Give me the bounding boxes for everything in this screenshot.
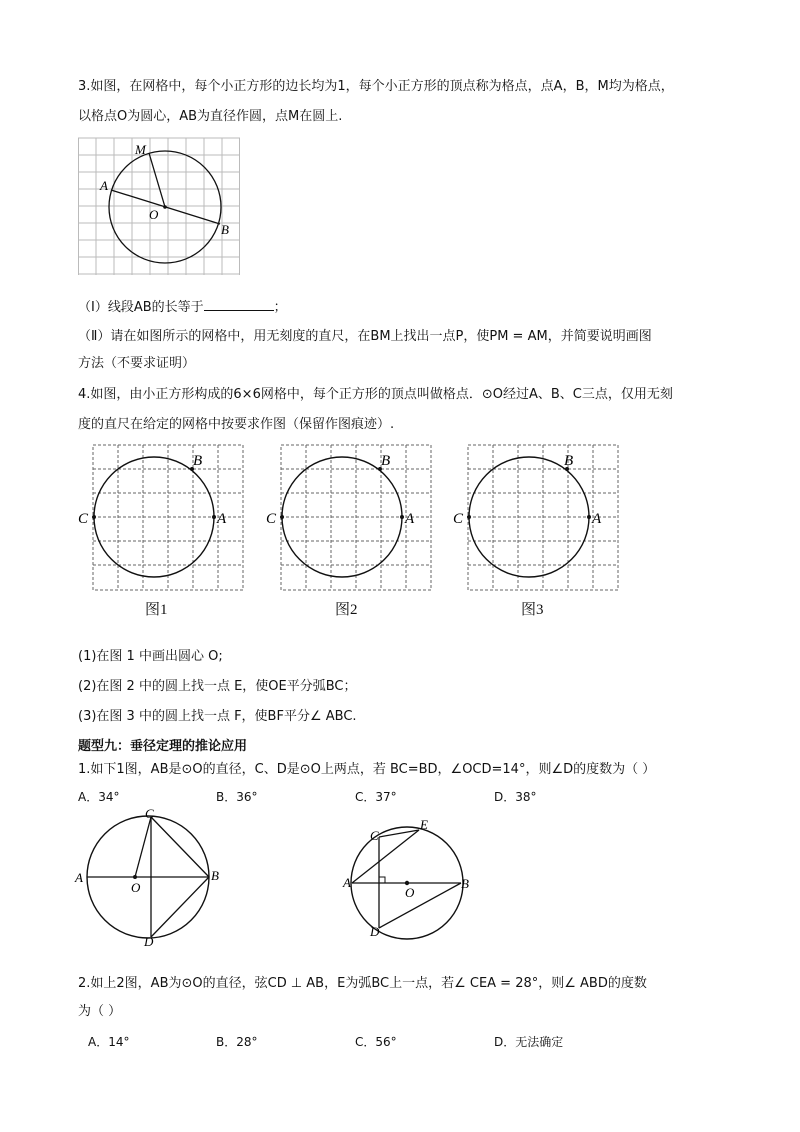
q3-radius-om: [149, 153, 165, 207]
p1-option-b[interactable]: B．36°: [216, 790, 258, 804]
p2-option-a[interactable]: A．14°: [88, 1035, 130, 1049]
q4-line2: 度的直尺在给定的网格中按要求作图（保留作图痕迹）.: [78, 417, 395, 432]
q3-label-a: A: [100, 178, 108, 193]
p1-fig1-label-a: A: [75, 870, 83, 885]
q3-part2-line1: （Ⅱ）请在如图所示的网格中，用无刻度的直尺，在BM上找出一点P，使PM = AM，并简要说明画图: [78, 329, 652, 344]
q3-line1: 3.如图，在网格中，每个小正方形的边长均为1，每个小正方形的顶点称为格点，点A，B，M均为格点，: [78, 79, 674, 94]
p1-fig2-label-d: D: [370, 924, 380, 939]
q4-fig2-label-b: B: [381, 453, 391, 469]
q3-part1-text: （Ⅰ）线段AB的长等于: [78, 300, 204, 315]
p1-fig1-label-b: B: [211, 868, 219, 883]
q4-sub2: (2)在图 2 中的圆上找一点 E，使OE平分弧BC；: [78, 679, 357, 694]
section-title: 题型九：垂径定理的推论应用: [78, 739, 248, 754]
q4-caption-1: 图1: [145, 602, 168, 618]
q4-fig1-label-c: C: [78, 511, 89, 527]
p1-fig2-label-b: B: [461, 876, 469, 891]
p1-option-c[interactable]: C．37°: [355, 790, 397, 804]
p1-fig2-label-c: C: [370, 828, 379, 843]
p2-option-b[interactable]: B．28°: [216, 1035, 258, 1049]
p1-fig1-label-c: C: [145, 806, 154, 821]
q3-part1: [78, 298, 287, 317]
p2-line1: 2.如上2图，AB为⊙O的直径，弦CD ⊥ AB，E为弧BC上一点，若∠ CEA = 28°，则∠ ABD的度数: [78, 976, 647, 991]
p2-option-c[interactable]: C．56°: [355, 1035, 397, 1049]
p1-fig2-label-e: E: [420, 817, 428, 832]
p1-figure-2: [343, 818, 478, 943]
q4-figure-3: [450, 444, 625, 592]
q3-center-dot: [163, 205, 167, 209]
p1-fig2-label-a: A: [343, 875, 351, 890]
q3-label-m: M: [135, 142, 146, 157]
q3-grid: [78, 138, 240, 275]
q4-fig3-label-a: A: [592, 511, 602, 527]
p1-fig1-label-d: D: [144, 934, 154, 949]
q3-line2: 以格点O为圆心，AB为直径作圆，点M在圆上.: [78, 109, 343, 124]
q4-figure-1: [75, 444, 250, 592]
q3-answer-blank[interactable]: [204, 298, 274, 311]
q4-sub1: (1)在图 1 中画出圆心 O;: [78, 649, 223, 664]
q3-label-o: O: [149, 207, 159, 222]
p1-fig1-label-o: O: [131, 880, 141, 895]
q3-part2-line2: 方法（不要求证明）: [78, 356, 196, 371]
p1-question: 1.如下1图，AB是⊙O的直径，C、D是⊙O上两点，若 BC=BD，∠OCD=14°，则∠D的度数为（ ）: [78, 762, 656, 777]
p2-line2: 为（ ）: [78, 1004, 122, 1019]
p1-option-d[interactable]: D．38°: [494, 790, 537, 804]
q4-fig1-label-b: B: [193, 453, 203, 469]
q4-line1: 4.如图，由小正方形构成的6×6网格中，每个正方形的顶点叫做格点．⊙O经过A、B、C三点，仅用无刻: [78, 387, 673, 402]
p1-fig2-label-o: O: [405, 885, 415, 900]
q4-caption-2: 图2: [335, 602, 358, 618]
q4-fig3-label-b: B: [564, 453, 574, 469]
q4-fig3-label-c: C: [453, 511, 464, 527]
q4-figure-2: [263, 444, 438, 592]
q4-sub3: (3)在图 3 中的圆上找一点 F，使BF平分∠ ABC.: [78, 709, 357, 724]
q4-caption-3: 图3: [521, 602, 544, 618]
q3-part1-end: ；: [273, 300, 287, 315]
q4-fig1-label-a: A: [217, 511, 227, 527]
q4-fig2-label-c: C: [266, 511, 277, 527]
q3-grid-figure: [78, 138, 240, 275]
p1-option-a[interactable]: A．34°: [78, 790, 120, 804]
p2-option-d[interactable]: D．无法确定: [494, 1035, 564, 1049]
q4-fig2-label-a: A: [405, 511, 415, 527]
p1-figure-1: [72, 806, 219, 949]
q3-label-b: B: [221, 222, 229, 237]
